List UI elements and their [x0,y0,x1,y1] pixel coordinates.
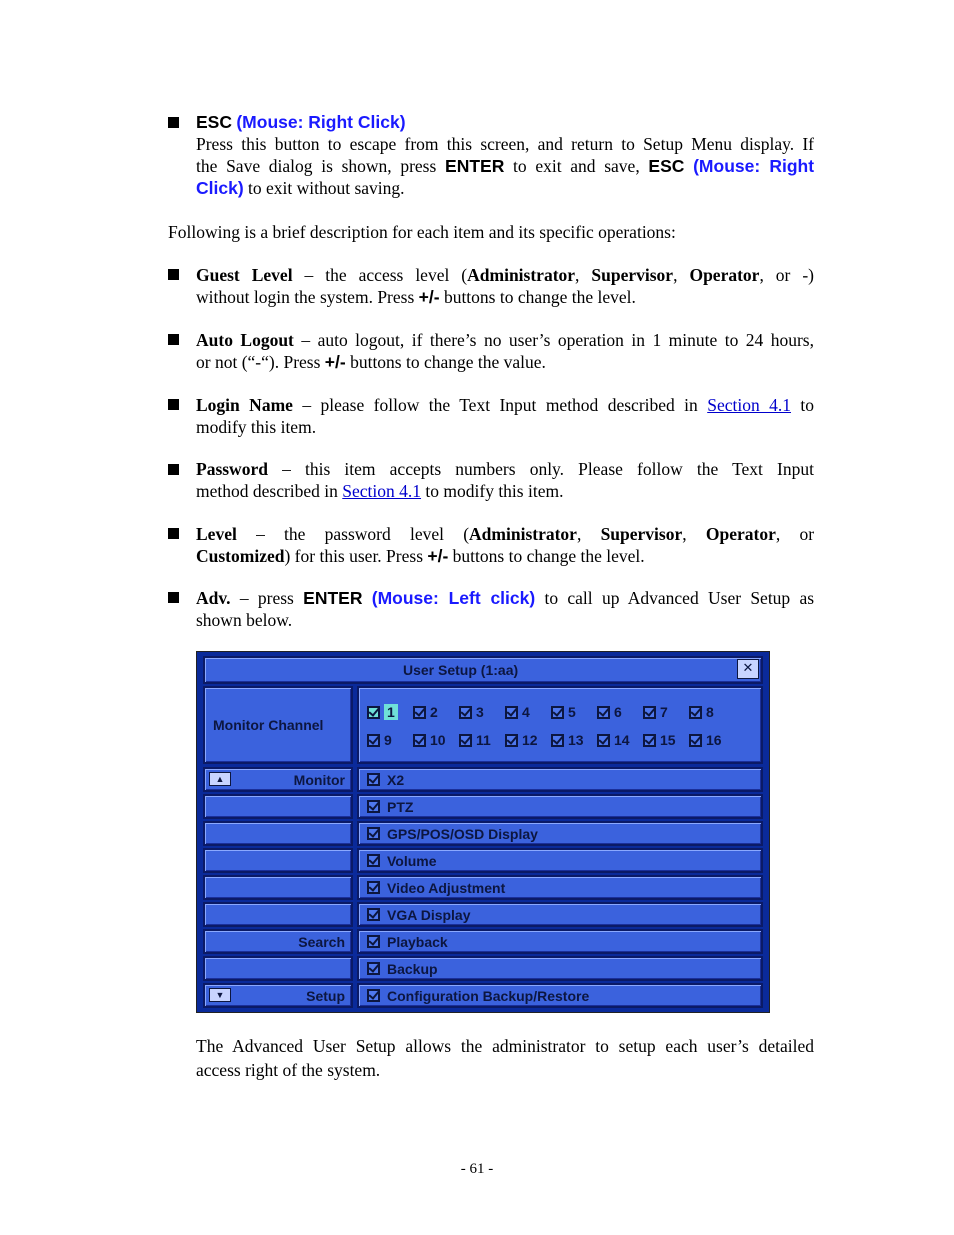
row-right-box[interactable] [357,902,763,927]
esc-line3-text: to exit without saving. [248,178,405,198]
auto-line2 [196,351,814,373]
guest-sup: Supervisor [591,265,674,285]
row-left-label: Search [298,934,345,950]
permission-checkbox[interactable] [367,962,380,975]
level-customized: Customized [196,546,285,566]
permission-checkbox[interactable] [367,989,380,1002]
password-name: Password [196,459,268,479]
row-left-label: Setup [306,988,345,1004]
guest-line2-text: without login the system. Press [196,287,415,307]
esc-key-2: ESC [648,156,685,176]
closing-line1: The Advanced User Setup allows the administrator to setup each user’s detailed [196,1036,814,1056]
permission-checkbox[interactable] [367,800,380,813]
channel-label: 8 [706,704,714,720]
channel-checkbox[interactable] [643,706,656,719]
channel-label: 1 [384,704,398,720]
guest-line2 [196,286,814,308]
guest-text: – the access level ( [304,265,468,285]
following-paragraph: Following is a brief description for each item and its specific operations: [168,222,676,242]
osd-title: User Setup (1:aa) [403,662,519,678]
channel-checkbox[interactable] [413,734,426,747]
row-left-box [203,956,353,981]
level-admin: Administrator [469,524,577,544]
guest-plusminus: +/- [418,287,440,307]
channel-label: 14 [614,732,630,748]
channel-checkbox[interactable] [505,734,518,747]
row-left-box[interactable] [203,929,353,954]
row-right-box[interactable] [357,794,763,819]
guest-line2b-text: buttons to change the level. [443,287,636,307]
level-line2-text: ) for this user. Press [284,546,423,566]
login-name-name: Login Name [196,395,293,415]
row-right-box[interactable] [357,767,763,792]
channel-checkbox[interactable] [413,706,426,719]
esc-mouse-2a: (Mouse: Right [693,156,815,176]
bullet-guest [168,269,179,280]
bullet-adv [168,592,179,603]
row-right-box[interactable] [357,956,763,981]
auto-line1 [196,329,814,351]
esc-key: ESC [196,112,232,132]
channel-checkbox[interactable] [689,706,702,719]
closing-line2: access right of the system. [196,1060,381,1080]
permission-label: Volume [387,853,437,869]
row-left-box [203,848,353,873]
level-plusminus: +/- [427,546,449,566]
adv-line1 [196,587,814,609]
permission-label: Backup [387,961,438,977]
guest-line1: Guest Level – the access level (Administrator, Supervisor, Operator, or -) [196,265,815,285]
channel-checkbox[interactable] [597,706,610,719]
channel-checkbox[interactable] [643,734,656,747]
permission-label: Video Adjustment [387,880,506,896]
level-op: Operator [705,524,776,544]
channel-label: 2 [430,704,438,720]
channel-checkbox[interactable] [689,734,702,747]
channel-checkbox[interactable] [459,734,472,747]
channel-label: 12 [522,732,538,748]
permission-label: PTZ [387,799,414,815]
close-icon[interactable]: ✕ [737,659,759,679]
row-left-box [203,902,353,927]
channel-label: 5 [568,704,576,720]
permission-checkbox[interactable] [367,935,380,948]
channel-checkbox[interactable] [367,706,380,719]
esc-line1 [196,133,814,155]
row-left-box [203,794,353,819]
permission-checkbox[interactable] [367,881,380,894]
channel-label: 7 [660,704,668,720]
guest-admin: Administrator [467,265,576,285]
level-name: Level [196,524,237,544]
level-line1: Level – the password level (Administrator, Supervisor, Operator, or [196,524,815,544]
row-right-box[interactable] [357,848,763,873]
osd-title-bar [203,656,763,684]
channel-checkbox[interactable] [551,706,564,719]
row-right-box[interactable] [357,983,763,1008]
scroll-down-icon[interactable]: ▼ [209,988,231,1002]
auto-text: – auto logout, if there’s no user’s operation in 1 minute to 24 hours, [301,330,814,350]
bullet-auto [168,334,179,345]
password-line1 [196,458,814,480]
bullet-esc [168,117,179,128]
guest-level-name: Guest Level [196,265,293,285]
login-line1 [196,394,814,416]
channel-label: 15 [660,732,676,748]
row-right-box[interactable] [357,929,763,954]
permission-label: X2 [387,772,405,788]
monitor-channel-label-box [203,686,353,764]
monitor-channel-label: Monitor Channel [213,717,324,733]
channel-checkbox[interactable] [459,706,472,719]
row-left-box[interactable] [203,983,353,1008]
permission-label: Configuration Backup/Restore [387,988,590,1004]
channel-label: 6 [614,704,622,720]
adv-mouse: (Mouse: Left click) [371,588,536,608]
adv-text: – press [239,588,294,608]
channel-label: 4 [522,704,530,720]
esc-line2b-text: to exit and save, [513,156,640,176]
channel-label: 16 [706,732,722,748]
password-line2-text: method described in [196,481,338,501]
password-line2 [196,480,814,502]
auto-plusminus: +/- [324,352,346,372]
scroll-up-icon[interactable]: ▲ [209,772,231,786]
permission-checkbox[interactable] [367,854,380,867]
adv-name: Adv. [196,588,231,608]
row-left-box [203,821,353,846]
channel-label: 13 [568,732,584,748]
channel-label: 11 [476,732,491,748]
row-left-box[interactable] [203,767,353,792]
bullet-level [168,528,179,539]
permission-checkbox[interactable] [367,773,380,786]
channel-label: 10 [430,732,446,748]
level-text: – the password level ( [256,524,470,544]
permission-checkbox[interactable] [367,827,380,840]
advanced-user-setup-screenshot [196,651,770,1013]
channel-label: 3 [476,704,484,720]
esc-line3 [196,177,814,199]
login-text: – please follow the Text Input method described in [302,395,698,415]
adv-line2: shown below. [196,610,293,630]
auto-line2b-text: buttons to change the value. [350,352,546,372]
esc-mouse: (Mouse: Right Click) [236,112,406,132]
level-line2b-text: buttons to change the level. [452,546,645,566]
login-section-link[interactable]: Section 4.1 [707,395,791,415]
auto-logout-name: Auto Logout [196,330,294,350]
permission-label: VGA Display [387,907,471,923]
password-text: – this item accepts numbers only. Please follow the Text Input [282,459,814,479]
bullet-password [168,464,179,475]
level-line2 [196,545,814,567]
level-sup: Supervisor [600,524,683,544]
bullet-login [168,399,179,410]
channel-checkbox[interactable] [367,734,380,747]
permission-checkbox[interactable] [367,908,380,921]
row-left-box [203,875,353,900]
channel-checkbox[interactable] [551,734,564,747]
permission-label: Playback [387,934,448,950]
channel-checkbox[interactable] [597,734,610,747]
row-right-box[interactable] [357,875,763,900]
password-line2b-text: to modify this item. [425,481,564,501]
channel-grid [357,686,763,764]
channel-label: 9 [384,732,392,748]
adv-text2: to call up Advanced User Setup as [544,588,815,608]
permission-label: GPS/POS/OSD Display [387,826,538,842]
login-text2: to [800,395,815,415]
login-line2: modify this item. [196,417,317,437]
esc-line2 [196,155,814,177]
guest-text2: , or -) [759,265,815,285]
row-right-box[interactable] [357,821,763,846]
password-section-link[interactable]: Section 4.1 [342,481,422,501]
esc-line1-text: Press this button to escape from this screen, and return to Setup Menu display. If [196,134,814,154]
auto-line2-text: or not (“-“). Press [196,352,321,372]
channel-checkbox[interactable] [505,706,518,719]
esc-mouse-2b: Click) [196,178,244,198]
level-text2: , or [775,524,815,544]
esc-line2-text: the Save dialog is shown, press [196,156,437,176]
esc-heading [196,111,816,133]
guest-op: Operator [689,265,760,285]
adv-enter-key: ENTER [303,588,363,608]
esc-enter-key: ENTER [445,156,505,176]
page-number: - 61 - [460,1161,494,1177]
row-left-label: Monitor [293,772,345,788]
